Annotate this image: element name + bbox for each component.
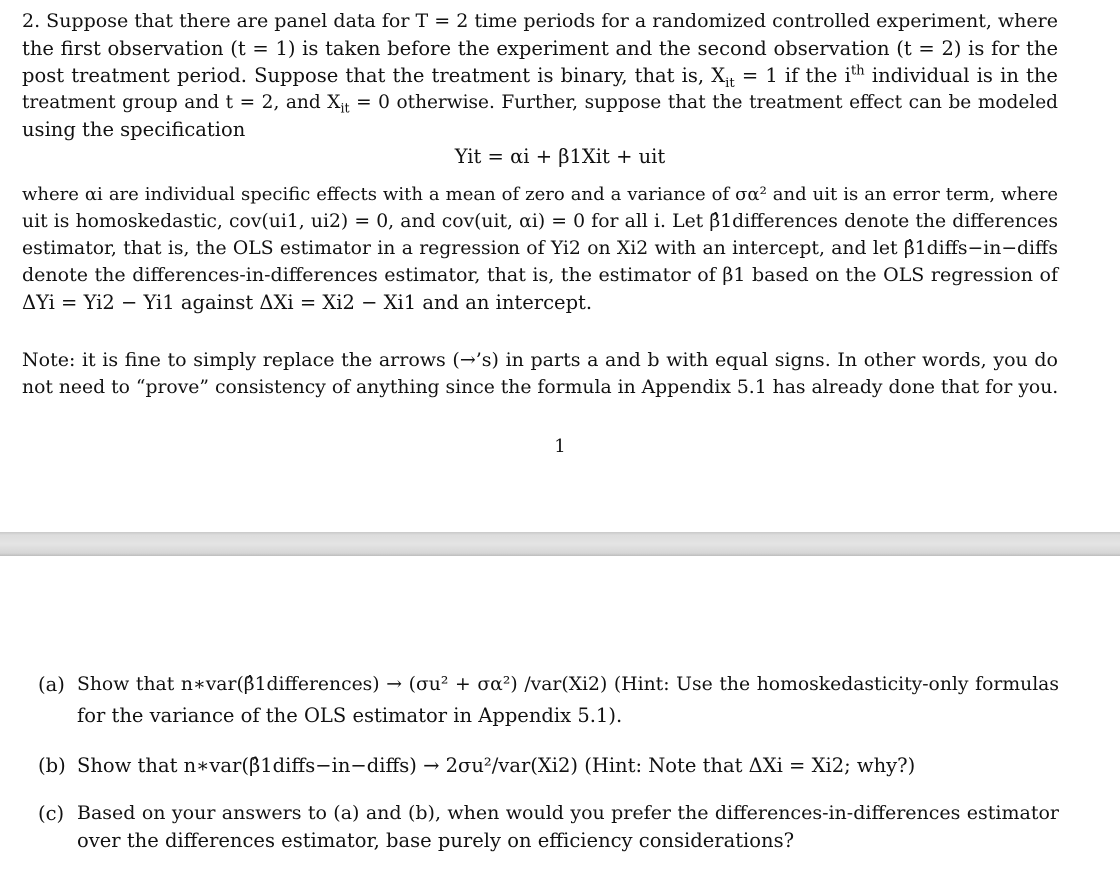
definitions-line-4: denote the differences-in-differences estimator, that is, the estimator of β1 based on the OLS regression of (22, 264, 1058, 286)
note-line-1: Note: it is fine to simply replace the arrows (→’s) in parts a and b with equal signs. In other words, you do (22, 349, 1058, 371)
problem-intro (22, 8, 1058, 143)
part-c-line-2: over the differences estimator, base purely on efficiency considerations? (77, 829, 795, 852)
definitions-line-5: ΔYi = Yi2 − Yi1 against ΔXi = Xi2 − Xi1 and an intercept. (22, 291, 593, 314)
part-b-label: (b) (38, 754, 66, 777)
part-a-label: (a) (38, 673, 65, 696)
problem-line-3: post treatment period. Suppose that the treatment is binary, that is, $X_{it} = 1$ if the $i^{th}$ individual is in the (22, 63, 1058, 91)
problem-line-4: treatment group and t = 2, and $X_{it} = 0$ otherwise. Further, suppose that the treatment effect can be modeled (22, 92, 1058, 116)
note-line-2: not need to “prove” consistency of anything since the formula in Appendix 5.1 has already done that for you. (22, 377, 1059, 398)
page-number: 1 (554, 436, 566, 457)
definitions-line-3: estimator, that is, the OLS estimator in a regression of Yi2 on Xi2 with an intercept, and let β̂1diffs−in−diffs (22, 238, 1058, 259)
problem-definitions (22, 181, 1058, 316)
part-c-label: (c) (38, 802, 65, 825)
definitions-line-2: uit is homoskedastic, cov(ui1, ui2) = 0, and cov(uit, αi) = 0 for all i. Let β̂1differences denote the differences (22, 211, 1058, 232)
definitions-line-1: where αi are individual specific effects with a mean of zero and a variance of σα² and uit is an error term, where (22, 184, 1058, 205)
part-a-text (77, 671, 1059, 729)
note-paragraph (22, 347, 1058, 401)
part-a-line-2: for the variance of the OLS estimator in Appendix 5.1). (77, 704, 623, 727)
model-equation: Yit = αi + β1Xit + uit (454, 145, 666, 168)
problem-line-2: the first observation (t = 1) is taken before the experiment and the second observation (t = 2) is for the (22, 37, 1058, 60)
part-b-text (77, 752, 1059, 779)
problem-line-1: 2. Suppose that there are panel data for T = 2 time periods for a randomized controlled experiment, where (22, 10, 1058, 32)
part-c-line-1: Based on your answers to (a) and (b), when would you prefer the differences-in-differences estimator (77, 802, 1059, 824)
part-b-line-1: Show that n∗var(β̂1diffs−in−diffs) → 2σu²/var(Xi2) (Hint: Note that ΔXi = Xi2; why?) (77, 754, 916, 777)
part-a-line-1: Show that n∗var(β̂1differences) → (σu² + σα²) /var(Xi2) (Hint: Use the homoskedasticity-only formulas (77, 674, 1059, 695)
page-separator (0, 532, 1120, 556)
problem-line-5: using the specification (22, 118, 246, 141)
pdf-page-2 (0, 556, 1120, 877)
part-c-text (77, 800, 1059, 854)
